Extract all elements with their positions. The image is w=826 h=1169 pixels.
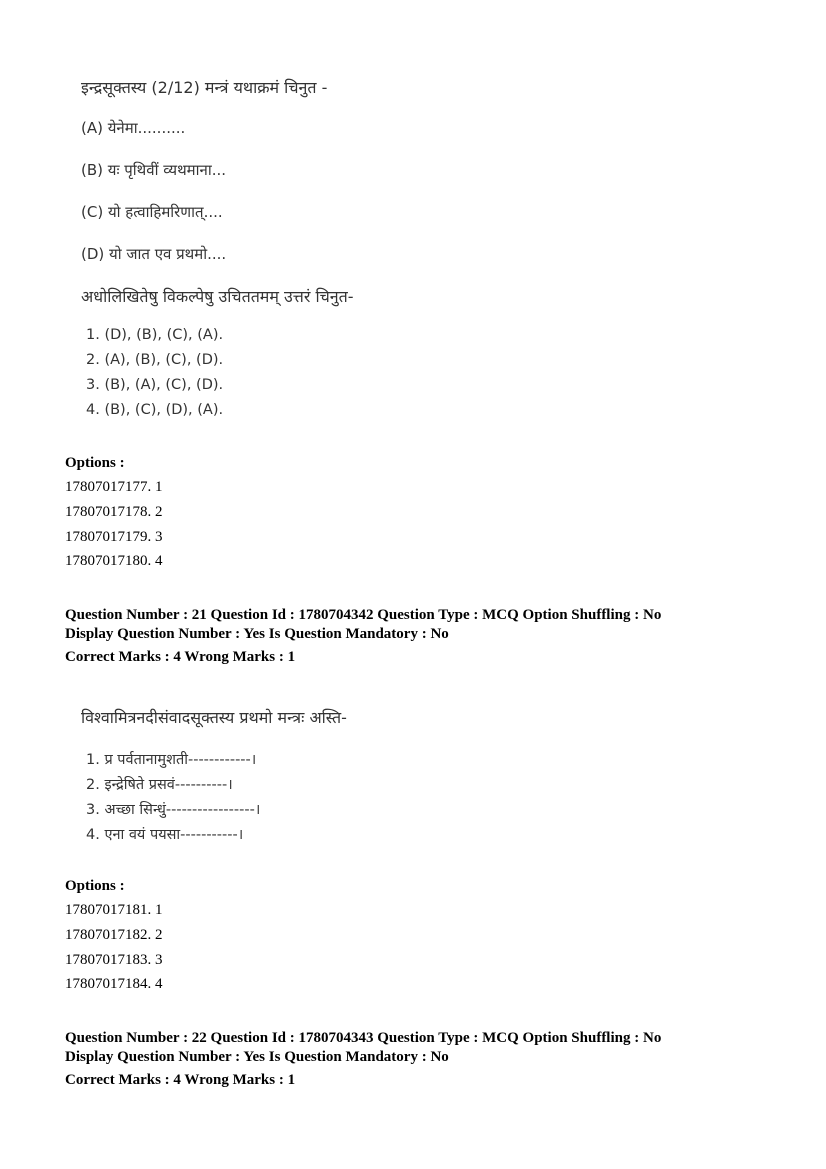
- q20-option-3: 17807017179. 3: [65, 529, 163, 545]
- q22-meta-line2: Display Question Number : Yes Is Question Mandatory : No: [65, 1049, 449, 1065]
- q20-option-1: 17807017177. 1: [65, 479, 163, 495]
- q20-answer-1: 1. (D), (B), (C), (A).: [86, 327, 224, 343]
- q22-marks: Correct Marks : 4 Wrong Marks : 1: [65, 1072, 296, 1088]
- q20-answer-3: 3. (B), (A), (C), (D).: [86, 377, 224, 393]
- q21-option-1: 17807017181. 1: [65, 902, 163, 918]
- q20-choice-a: (A) येनेमा..........: [81, 119, 186, 137]
- q21-stem: विश्वामित्रनदीसंवादसूक्तस्य प्रथमो मन्त्रः अस्ति-: [81, 708, 347, 727]
- q21-answer-1: 1. प्र पर्वतानामुशती------------।: [86, 752, 257, 768]
- q22-meta-line1: Question Number : 22 Question Id : 1780704343 Question Type : MCQ Option Shuffling : No: [65, 1030, 662, 1046]
- q21-option-3: 17807017183. 3: [65, 952, 163, 968]
- q21-option-4: 17807017184. 4: [65, 976, 163, 992]
- q21-meta-line2: Display Question Number : Yes Is Question Mandatory : No: [65, 626, 449, 642]
- q20-choice-c: (C) यो हत्वाहिमरिणात्....: [81, 203, 223, 221]
- q20-options-label: Options :: [65, 455, 125, 471]
- q21-answer-4: 4. एना वयं पयसा-----------।: [86, 827, 244, 843]
- q20-choice-d: (D) यो जात एव प्रथमो....: [81, 245, 227, 263]
- q21-meta-line1: Question Number : 21 Question Id : 1780704342 Question Type : MCQ Option Shuffling : No: [65, 607, 662, 623]
- q20-stem: इन्द्रसूक्तस्य (2/12) मन्त्रं यथाक्रमं चिनुत -: [81, 78, 328, 97]
- q20-option-4: 17807017180. 4: [65, 553, 163, 569]
- q21-answer-3: 3. अच्छा सिन्धुं-----------------।: [86, 802, 261, 818]
- q20-answer-2: 2. (A), (B), (C), (D).: [86, 352, 224, 368]
- q20-option-2: 17807017178. 2: [65, 504, 163, 520]
- q21-option-2: 17807017182. 2: [65, 927, 163, 943]
- q20-instruction: अधोलिखितेषु विकल्पेषु उचिततमम् उत्तरं चिनुत-: [81, 287, 354, 306]
- q20-choice-b: (B) यः पृथिवीं व्यथमाना...: [81, 161, 227, 179]
- q21-marks: Correct Marks : 4 Wrong Marks : 1: [65, 649, 296, 665]
- q21-answer-2: 2. इन्द्रेषिते प्रसवं----------।: [86, 777, 233, 793]
- q20-answer-4: 4. (B), (C), (D), (A).: [86, 402, 224, 418]
- q21-options-label: Options :: [65, 878, 125, 894]
